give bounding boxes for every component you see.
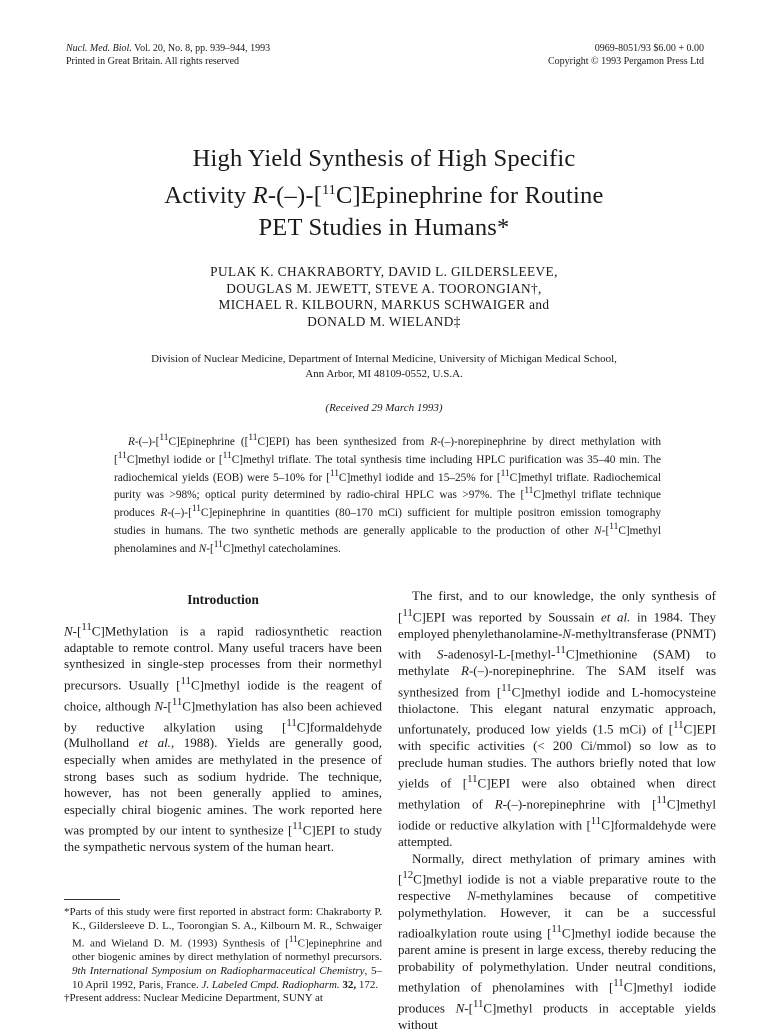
abstract-text: R: [128, 435, 135, 448]
footnote-2: †Present address: Nuclear Medicine Department, SUNY at: [64, 992, 323, 1005]
body-text: in 1984. They employed phenylethanolamine-: [398, 608, 716, 641]
title-line-3: PET Studies in Humans*: [258, 214, 510, 242]
superscript: 11: [500, 468, 510, 479]
abstract-text: R: [160, 506, 168, 519]
body-text: , 1988). Yields are generally good, especially when amides are methylated in the presence of strong bases such as sodium hydride. The technique, however, has not been generally applied to amines, especially chiral biogenic amines. The work reported here was prompted by our intent to synthesize [: [64, 735, 382, 838]
abstract-text: N: [594, 524, 602, 537]
body-text: -(–)-norepinephrine with [: [502, 796, 657, 812]
body-text: C]methionine (SAM) to methylate: [398, 646, 716, 679]
superscript: 11: [286, 716, 297, 729]
superscript: 11: [656, 794, 667, 807]
body-text: -methyltransferase (PNMT) with: [398, 625, 716, 662]
abstract-text: -(–)-[: [167, 506, 192, 519]
intro-paragraph: [64, 619, 382, 856]
body-text: -[: [464, 1000, 473, 1016]
body-text: C]EPI to study the sympathetic nervous system of the human heart.: [64, 822, 382, 855]
superscript: 12: [402, 869, 414, 882]
superscript: 11: [524, 486, 534, 497]
body-text: -adenosyl-L-[methyl-: [443, 646, 556, 662]
author-line: DOUGLAS M. JEWETT, STEVE A. TOORONGIAN†,: [226, 280, 542, 296]
superscript: 11: [288, 934, 298, 945]
body-text: C]methyl iodide is the reagent of choice, although: [64, 677, 382, 713]
abstract-text: C]Epinephrine ([: [168, 435, 249, 448]
body-text: -[: [72, 622, 82, 638]
title-text: Activity: [164, 182, 253, 210]
abstract-text: C]methyl iodide or [: [126, 453, 223, 466]
body-text: C]methyl iodide because the parent amine is present in large excess, thereby reducing the probability of polymethylation. Under neutral conditions, methylation of phenolamines with [: [398, 925, 716, 995]
body-text: -(–)-norepinephrine. The SAM itself was synthesized from [: [398, 663, 717, 699]
body-text: -[: [163, 697, 172, 713]
body-text: C]methyl iodide produces: [398, 979, 716, 1016]
footnotes: [64, 906, 382, 1006]
body-text: N: [467, 888, 476, 904]
body-text: Normally, direct methylation of primary amines with [: [398, 850, 716, 887]
superscript: 11: [213, 539, 223, 550]
abstract-text: C]methyl phenolamines and: [114, 524, 661, 555]
abstract-text: -(–)-norepinephrine by direct methylation with [: [114, 435, 661, 466]
affiliation: [60, 352, 708, 381]
abstract-text: -(–)-[: [134, 435, 160, 448]
abstract-text: C]methyl iodide and 15–25% for [: [338, 471, 501, 484]
body-text: R: [494, 796, 503, 812]
author-line: PULAK K. CHAKRABORTY, DAVID L. GILDERSLEEVE,: [210, 264, 558, 279]
superscript: 11: [613, 977, 624, 990]
author-line: DONALD M. WIELAND‡: [307, 313, 461, 329]
body-text: N: [562, 625, 572, 641]
footnote-text: 9th International Symposium on Radiopharmaceutical Chemistry: [72, 965, 365, 978]
journal-name: Nucl. Med. Biol.: [66, 43, 132, 54]
body-paragraph: [398, 588, 716, 851]
footnote-text: C]epinephrine and other biogenic amines by direct methylation of normethyl precursors.: [72, 937, 382, 964]
superscript: 11: [609, 521, 619, 532]
section-heading-introduction: Introduction: [187, 592, 259, 607]
superscript: 11: [402, 606, 413, 619]
body-text: C]EPI were also obtained when direct methylation of: [398, 775, 716, 812]
body-text: C]methylation has also been achieved by reductive alkylation using [: [64, 697, 382, 734]
superscript: 11: [171, 695, 183, 708]
body-text: C]methyl products in acceptable yields without: [398, 1000, 716, 1033]
abstract-paragraph: [114, 431, 661, 555]
body-text: -methylamines because of competitive polymethylation. However, it can be a successful radioalkylation route using [: [398, 888, 716, 941]
body-text: et al.: [138, 735, 171, 751]
issn-code: 0969-8051/93 $6.00 + 0.00: [594, 43, 704, 54]
superscript: 11: [590, 815, 602, 828]
title-superscript: 11: [322, 183, 336, 198]
footnote-text: J. Labeled Cmpd. Radiopharm.: [201, 978, 340, 991]
copyright-notice: Copyright © 1993 Pergamon Press Ltd: [547, 56, 704, 67]
received-date: (Received 29 March 1993): [325, 402, 443, 414]
footnote-text: , 5–10 April 1992, Paris, France.: [72, 965, 382, 991]
running-header-right: [548, 42, 704, 68]
left-column: [64, 588, 382, 856]
paper-title: [60, 143, 708, 244]
abstract-text: C]EPI) has been synthesized from: [257, 435, 431, 448]
body-text: C]methyl iodide and L-homocysteine thiolactone. This elegant natural enzymatic approach, unfortunately, produced low yields (1.5 mCi) of [: [398, 683, 716, 737]
footnote-text: 172.: [356, 978, 379, 991]
body-text: The first, and to our knowledge, the only synthesis of [: [398, 588, 716, 624]
abstract-text: -[: [601, 524, 610, 537]
body-text: C]methyl iodide or reductive alkylation with [: [398, 796, 716, 833]
body-text: N: [154, 697, 164, 713]
author-line: MICHAEL R. KILBOURN, MARKUS SCHWAIGER and: [218, 297, 550, 313]
superscript: 11: [472, 998, 484, 1011]
footnote-text: 32,: [339, 978, 357, 991]
body-paragraph: [398, 851, 716, 1034]
superscript: 11: [292, 820, 303, 833]
running-header-left: [66, 42, 270, 68]
abstract-text: C]methyl triflate technique produces: [114, 489, 662, 519]
abstract: [114, 431, 661, 555]
abstract-text: C]methyl triflate. Radiochemical purity was >98%; optical purity determined by radio-chiral HPLC was >97%. The [: [114, 471, 661, 502]
superscript: 11: [329, 468, 339, 479]
superscript: 11: [81, 620, 92, 633]
abstract-text: C]methyl catecholamines.: [222, 542, 341, 555]
body-text: C]methyl iodide is not a viable preparative route to the respective: [398, 871, 716, 904]
volume-info: Vol. 20, No. 8, pp. 939–944, 1993: [134, 43, 271, 54]
title-line-1: High Yield Synthesis of High Specific: [192, 145, 576, 172]
superscript: 11: [180, 674, 191, 687]
body-text: C]formaldehyde were attempted.: [398, 817, 716, 850]
right-column: [398, 588, 716, 1034]
journal-citation: [66, 42, 270, 55]
footnote-text: *Parts of this study were first reported in abstract form: Chakraborty P. K., Gildersleeve D. L., Toorongian S. A., Kilbourn M. R., Schwaiger M. and Wieland D. M. (1993) Synthesis of [: [64, 906, 382, 950]
footnote-divider: [64, 899, 120, 900]
superscript: 11: [551, 923, 562, 936]
body-text: C]EPI with specific activities (< 200 Ci/mmol) so low as to preclude human studies. The authors briefly noted that low yields of [: [398, 721, 716, 791]
superscript: 11: [159, 433, 169, 443]
affiliation-line-2: Ann Arbor, MI 48109-0552, U.S.A.: [305, 367, 463, 380]
abstract-text: R: [430, 435, 438, 448]
superscript: 11: [673, 719, 684, 732]
title-text: C]Epinephrine for Routine: [335, 182, 604, 210]
superscript: 11: [248, 433, 258, 443]
body-text: N: [64, 622, 73, 638]
footnote-1: [64, 906, 382, 992]
abstract-text: C]epinephrine in quantities (80–170 mCi) sufficient for multiple positron emission tomography studies in humans. The two synthetic methods are generally applicable to the production of other: [114, 506, 661, 537]
body-text: N: [455, 1000, 465, 1016]
superscript: 11: [501, 681, 512, 694]
body-text: R: [461, 663, 469, 679]
superscript: 11: [222, 450, 232, 461]
affiliation-line-1: Division of Nuclear Medicine, Department of Internal Medicine, University of Michigan Medical School,: [151, 353, 617, 365]
author-list: [60, 264, 708, 330]
body-text: C]Methylation is a rapid radiosynthetic reaction adaptable to remote control. Many useful tracers have been synthesized in single-step processes from their normethyl precursors. Usually [: [64, 622, 382, 693]
abstract-text: C]methyl triflate. The total synthesis time including HPLC purification was 35–40 min. The radiochemical yields (EOB) were 5–10% for [: [114, 453, 661, 484]
body-text: C]formaldehyde (Mulholland: [64, 718, 382, 751]
superscript: 11: [117, 450, 127, 461]
body-text: S: [436, 646, 444, 662]
printed-notice: Printed in Great Britain. All rights reserved: [66, 56, 240, 67]
superscript: 11: [191, 504, 201, 515]
body-text: C]EPI was reported by Soussain: [412, 608, 602, 624]
superscript: 11: [467, 773, 478, 786]
abstract-text: -[: [206, 542, 214, 555]
superscript: 11: [555, 644, 566, 657]
abstract-text: N: [198, 542, 207, 555]
title-italic-r: R: [252, 182, 268, 210]
body-text: et al.: [601, 608, 631, 624]
title-text: -(–)-[: [267, 182, 323, 210]
title-line-2: [60, 175, 708, 212]
